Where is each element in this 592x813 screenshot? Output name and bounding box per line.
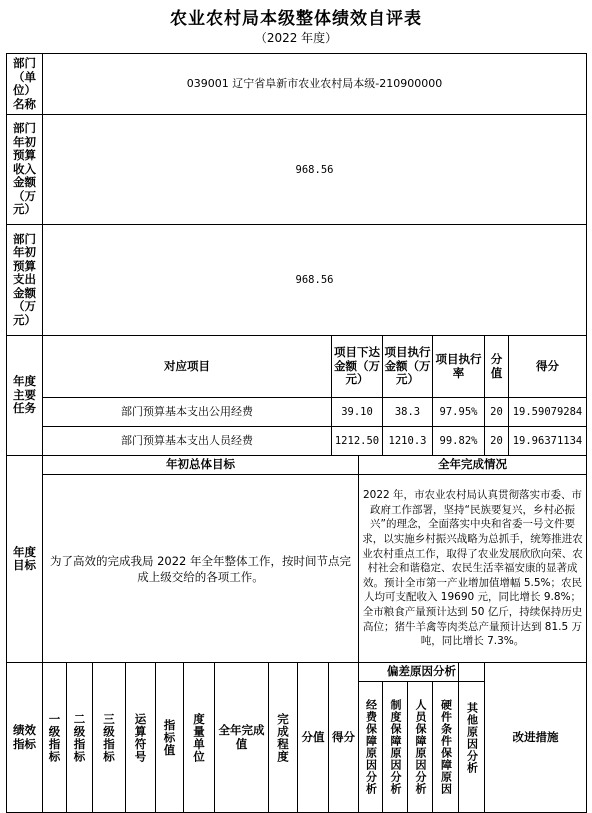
task-row-2-exec-amount: 1210.3	[382, 426, 433, 456]
perf-col-score: 得分	[328, 662, 359, 813]
goals-initial-header: 年初总体目标	[42, 455, 359, 475]
task-row-1-item: 部门预算基本支出公用经费	[42, 397, 332, 427]
goals-done-header: 全年完成情况	[358, 455, 587, 475]
perf-col-other: 其他原因分析	[458, 662, 485, 813]
task-row-2-item: 部门预算基本支出人员经费	[42, 426, 332, 456]
perf-col-op: 运算符号	[125, 662, 156, 813]
dept-value: 039001 辽宁省阜新市农业农村局本级-210900000	[42, 53, 587, 115]
perf-col-l3: 三级指标	[92, 662, 126, 813]
tasks-header-exec-amount: 项目执行金额（万元）	[382, 335, 433, 398]
perf-col-unit: 度量单位	[183, 662, 215, 813]
task-row-1-exec-rate: 97.95%	[432, 397, 485, 427]
task-row-1-exec-amount: 38.3	[382, 397, 433, 427]
perf-col-sys: 制度保障原因分析	[382, 681, 408, 813]
form-title: 农业农村局本级整体绩效自评表	[170, 9, 422, 29]
task-row-1-weight: 20	[484, 397, 509, 427]
task-row-2-weight: 20	[484, 426, 509, 456]
perf-label: 绩效指标	[6, 662, 43, 813]
tasks-header-exec-rate: 项目执行率	[432, 335, 485, 398]
tasks-header-score: 得分	[508, 335, 587, 398]
goals-initial-text: 为了高效的完成我局 2022 年全年整体工作，按时间节点完成上级交给的各项工作。	[42, 474, 359, 663]
perf-col-actual: 全年完成值	[214, 662, 269, 813]
income-value: 968.56	[42, 114, 587, 225]
tasks-header-item: 对应项目	[42, 335, 332, 398]
perf-col-econ: 经费保障原因分析	[358, 681, 383, 813]
form-subtitle: （2022 年度）	[254, 31, 338, 45]
perf-col-improve: 改进措施	[484, 662, 587, 813]
task-row-1-amount: 39.10	[331, 397, 383, 427]
expense-label: 部门年初预算支出金额（万元）	[6, 224, 43, 336]
perf-col-weight: 分值	[297, 662, 329, 813]
tasks-header-amount: 项目下达金额（万元）	[331, 335, 383, 398]
goals-label: 年度目标	[6, 455, 43, 663]
task-row-2-exec-rate: 99.82%	[432, 426, 485, 456]
task-row-1-score: 19.59079284	[508, 397, 587, 427]
task-row-2-amount: 1212.50	[331, 426, 383, 456]
perf-col-deviation: 偏差原因分析	[358, 662, 485, 682]
perf-col-l1: 一级指标	[42, 662, 67, 813]
perf-col-hw: 硬件条件保障原因	[432, 681, 459, 813]
perf-col-staff: 人员保障原因分析	[407, 681, 433, 813]
income-label: 部门年初预算收入金额（万元）	[6, 114, 43, 225]
tasks-label: 年度主要任务	[6, 335, 43, 456]
task-row-2-score: 19.96371134	[508, 426, 587, 456]
perf-col-degree: 完成程度	[268, 662, 298, 813]
perf-col-l2: 二级指标	[66, 662, 93, 813]
goals-done-text: 2022 年，市农业农村局认真贯彻落实市委、市政府工作部署，坚持“民族要复兴，乡村必振兴”的理念，全面落实中央和省委一号文件要求，以实施乡村振兴战略为总抓手，统筹推进农业农村重点工作，取得了农业发展欣欣向荣、农村社会和谐稳定、农民生活幸福安康的显著成效。预计全市第一产业增加值增幅 5.5%；农民人均可支配收入 19690 元，同比增长 9.8%；全市粮食产量预计达到 50 亿斤，持续保持历史高位；猪牛羊禽等肉类总产量预计达到 81.5 万吨，同比增长 7.3%。	[358, 474, 587, 663]
dept-label: 部门（单位）名称	[6, 53, 43, 115]
expense-value: 968.56	[42, 224, 587, 336]
perf-col-target: 指标值	[155, 662, 184, 813]
tasks-header-weight: 分值	[484, 335, 509, 398]
